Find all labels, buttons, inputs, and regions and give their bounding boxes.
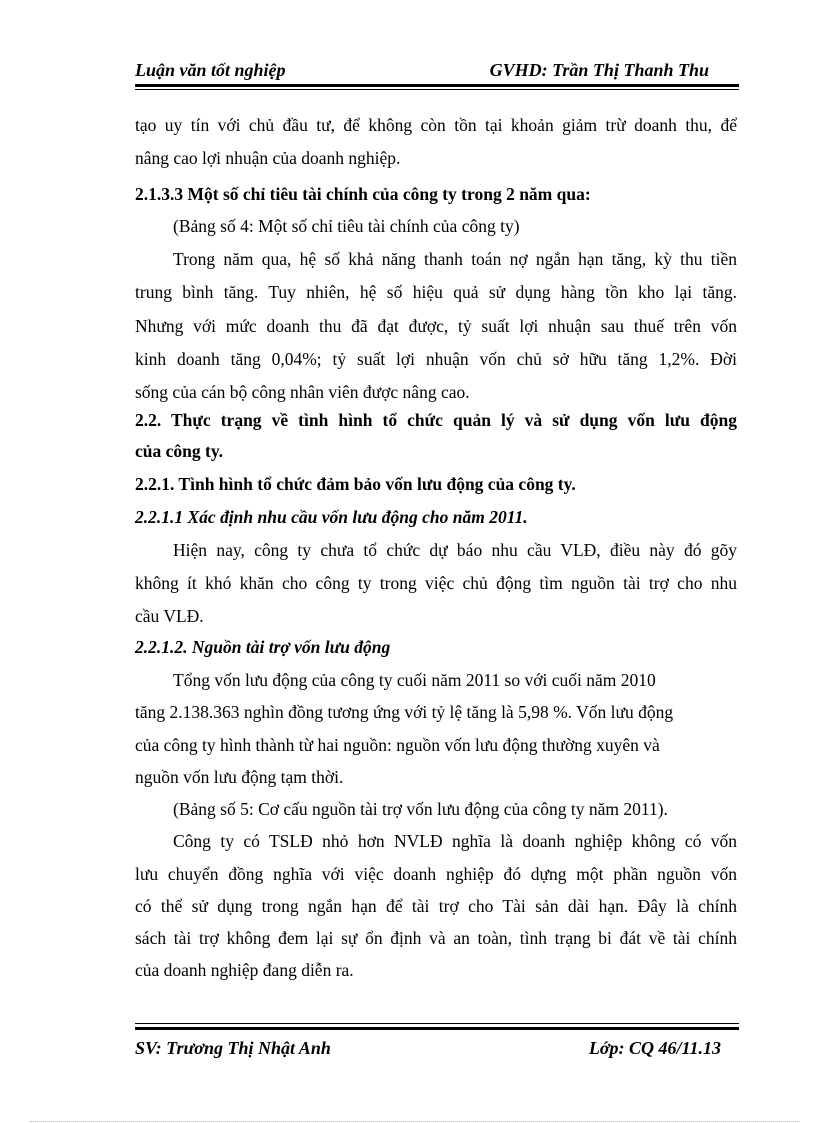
section-heading-2-2-1-1: 2.2.1.1 Xác định nhu cầu vốn lưu động cho năm 2011. [135, 507, 528, 527]
section-heading-2-2-1-2: 2.2.1.2. Nguồn tài trợ vốn lưu động [135, 637, 391, 657]
paragraph-line: sống của cán bộ công nhân viên được nâng cao. [135, 382, 470, 402]
paragraph-line: Trong năm qua, hệ số khả năng thanh toán nợ ngắn hạn tăng, kỳ thu tiền [173, 249, 737, 269]
header-thesis-title: Luận văn tốt nghiệp [135, 60, 286, 80]
paragraph-line: tăng 2.138.363 nghìn đồng tương ứng với tỷ lệ tăng là 5,98 %. Vốn lưu động [135, 702, 674, 722]
paragraph-line: trung bình tăng. Tuy nhiên, hệ số hiệu quả sử dụng hàng tồn kho lại tăng. [135, 282, 737, 302]
section-heading-2-2-1: 2.2.1. Tình hình tổ chức đảm bảo vốn lưu động của công ty. [135, 474, 576, 494]
footer-rule-thin [135, 1023, 739, 1024]
header-rule-thin [135, 89, 739, 90]
footer-class-code: Lớp: CQ 46/11.13 [588, 1038, 721, 1058]
page-footer [135, 1038, 739, 1060]
paragraph-line: Hiện nay, công ty chưa tổ chức dự báo nhu cầu VLĐ, điều này đó gõy [173, 540, 737, 560]
section-heading-2-1-3-3: 2.1.3.3 Một số chỉ tiêu tài chính của công ty trong 2 năm qua: [135, 184, 591, 204]
paragraph-line: tạo uy tín với chủ đầu tư, để không còn tồn tại khoản giảm trừ doanh thu, để [135, 115, 737, 135]
paragraph-line: của công ty hình thành từ hai nguồn: nguồn vốn lưu động thường xuyên và [135, 735, 660, 755]
footer-student-name: SV: Trương Thị Nhật Anh [135, 1038, 331, 1058]
page-header [135, 60, 739, 82]
section-heading-2-2-cont: của công ty. [135, 441, 223, 461]
paragraph-line: của doanh nghiệp đang diễn ra. [135, 960, 354, 980]
table-reference: (Bảng số 5: Cơ cấu nguồn tài trợ vốn lưu động của công ty năm 2011). [173, 799, 668, 819]
paragraph-line: cầu VLĐ. [135, 606, 204, 626]
paragraph-line: có thể sử dụng trong ngắn hạn để tài trợ cho Tài sản dài hạn. Đây là chính [135, 896, 737, 916]
page-edge-dotted-line [30, 1121, 800, 1122]
paragraph-line: Công ty có TSLĐ nhỏ hơn NVLĐ nghĩa là doanh nghiệp không có vốn [173, 831, 737, 851]
section-heading-2-2: 2.2. Thực trạng về tình hình tổ chức quản lý và sử dụng vốn lưu động [135, 410, 737, 430]
paragraph-line: kinh doanh tăng 0,04%; tỷ suất lợi nhuận vốn chủ sở hữu tăng 1,2%. Đời [135, 349, 737, 369]
footer-rule-thick [135, 1027, 739, 1030]
paragraph-line: Tổng vốn lưu động của công ty cuối năm 2011 so với cuối năm 2010 [173, 670, 656, 690]
header-advisor: GVHD: Trần Thị Thanh Thu [489, 60, 709, 80]
paragraph-line: sách tài trợ không đem lại sự ổn định và an toàn, tình trạng bi đát về tài chính [135, 928, 737, 948]
paragraph-line: nâng cao lợi nhuận của doanh nghiệp. [135, 148, 401, 168]
paragraph-line: nguồn vốn lưu động tạm thời. [135, 767, 344, 787]
paragraph-line: không ít khó khăn cho công ty trong việc chủ động tìm nguồn tài trợ cho nhu [135, 573, 737, 593]
paragraph-line: Nhưng với mức doanh thu đã đạt được, tỷ suất lợi nhuận sau thuế trên vốn [135, 316, 737, 336]
header-rule-thick [135, 84, 739, 87]
paragraph-line: lưu chuyển đồng nghĩa với việc doanh nghiệp đó dựng một phần nguồn vốn [135, 864, 737, 884]
table-reference: (Bảng số 4: Một số chỉ tiêu tài chính của công ty) [173, 216, 520, 236]
